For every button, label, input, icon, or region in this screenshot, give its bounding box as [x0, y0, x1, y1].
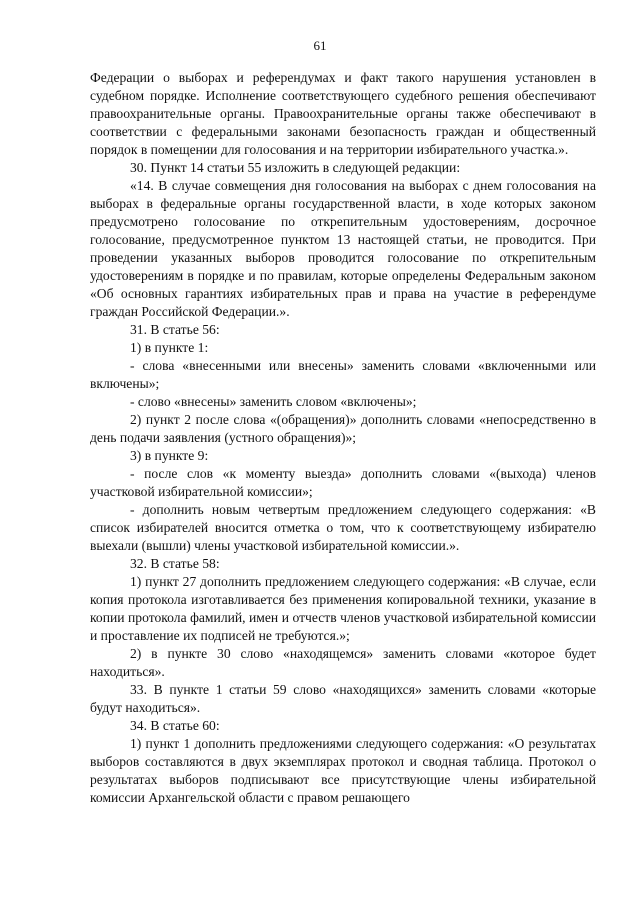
paragraph: 30. Пункт 14 статьи 55 изложить в следующей редакции:	[130, 160, 461, 175]
paragraph: 1) пункт 27 дополнить предложением следующего содержания: «В случае, если копия протокола изготавливается без применения копировальной техники, указание в копии протокола фамилий, имен и отчеств членов участковой избирательной комиссии и проставление их подписей не требуются.»;	[90, 574, 596, 643]
paragraph: 1) в пункте 1:	[130, 340, 209, 355]
paragraph: 2) пункт 2 после слова «(обращения)» дополнить словами «непосредственно в день подачи заявления (устного обращения)»;	[90, 412, 596, 445]
paragraph: - после слов «к моменту выезда» дополнить словами «(выхода) членов участковой избирательной комиссии»;	[90, 466, 596, 499]
paragraph: 33. В пункте 1 статьи 59 слово «находящихся» заменить словами «которые будут находиться».	[90, 682, 596, 715]
paragraph: 34. В статье 60:	[130, 718, 220, 733]
page-number: 61	[313, 38, 327, 53]
document-body	[90, 69, 596, 807]
paragraph: 1) пункт 1 дополнить предложениями следующего содержания: «О результатах выборов составляются в двух экземплярах протокол и сводная таблица. Протокол о результатах выборов подписывают все присутствующие члены избирательной комиссии Архангельской области с правом решающего	[90, 736, 596, 805]
paragraph: 32. В статье 58:	[130, 556, 220, 571]
paragraph: «14. В случае совмещения дня голосования на выборах с днем голосования на выборах в федеральные органы государственной власти, в ходе которых законом предусмотрено голосование по открепительным удостоверениям, досрочное голосование, предусмотренное пунктом 13 настоящей статьи, не проводится. При проведении указанных выборов проводится голосование по открепительным удостоверениям в порядке и по правилам, которые определены Федеральным законом «Об основных гарантиях избирательных прав и права на участие в референдуме граждан Российской Федерации.».	[90, 178, 596, 319]
paragraph: Федерации о выборах и референдумах и факт такого нарушения установлен в судебном порядке. Исполнение соответствующего судебного решения обеспечивают правоохранительные органы. Правоохранительные органы также обеспечивают в соответствии с федеральными законами безопасность граждан и общественный порядок в помещении для голосования и на территории избирательного участка.».	[90, 70, 596, 157]
paragraph: 2) в пункте 30 слово «находящемся» заменить словами «которое будет находиться».	[90, 646, 596, 679]
paragraph: - слово «внесены» заменить словом «включены»;	[130, 394, 417, 409]
paragraph: 3) в пункте 9:	[130, 448, 209, 463]
paragraph: - слова «внесенными или внесены» заменить словами «включенными или включены»;	[90, 358, 596, 391]
paragraph: 31. В статье 56:	[130, 322, 220, 337]
paragraph: - дополнить новым четвертым предложением следующего содержания: «В список избирателей вносится отметка о том, что к соответствующему избирателю выехали (вышли) члены участковой избирательной комиссии.».	[90, 502, 596, 553]
